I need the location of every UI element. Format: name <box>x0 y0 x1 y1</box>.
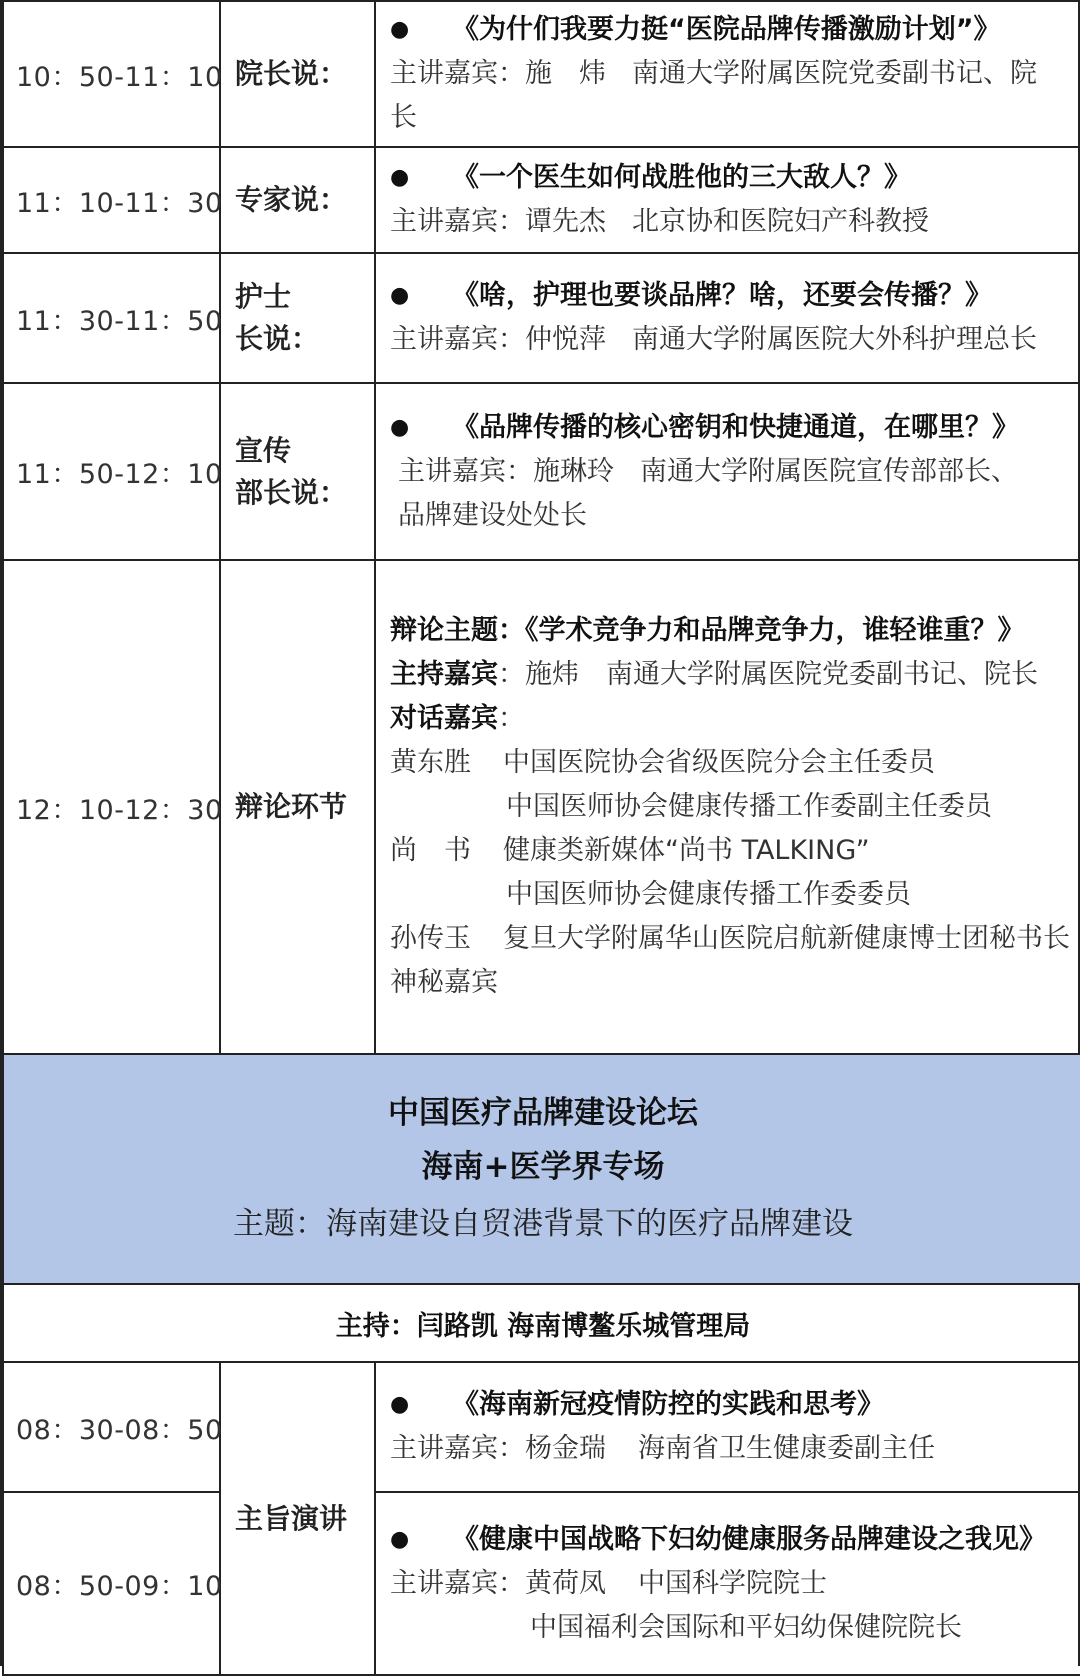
session-details <box>375 253 1080 383</box>
session-time: 11：50-12：10 <box>3 383 220 560</box>
speaker-line: 主讲嘉宾：谭先杰 北京协和医院妇产科教授 <box>390 206 929 237</box>
speaker-line-cont: 品牌建设处处长 <box>398 499 587 531</box>
speaker-line: 主讲嘉宾：仲悦萍 南通大学附属医院大外科护理总长 <box>390 324 1037 355</box>
debate-role: 辩论环节 <box>220 560 375 1054</box>
speaker-line-cont: 长 <box>390 102 417 133</box>
session-role: 专家说： <box>220 147 375 253</box>
forum-title: 中国医疗品牌建设论坛 <box>388 1095 698 1131</box>
session-time: 10：50-11：10 <box>3 1 220 147</box>
speaker-line: 主讲嘉宾：施 炜 南通大学附属医院党委副书记、院 <box>390 58 1037 89</box>
speaker-line: 主讲嘉宾：杨金瑞 海南省卫生健康委副主任 <box>390 1433 935 1464</box>
session-details <box>375 383 1080 560</box>
session-row <box>3 383 1080 560</box>
agenda-table <box>2 0 1080 1676</box>
session-role: 院长说： <box>220 1 375 147</box>
talk-title: ● 《海南新冠疫情防控的实践和思考》 <box>390 1383 1072 1427</box>
bullet-icon: ● <box>390 1526 410 1552</box>
keynote-row <box>3 1492 1080 1675</box>
session-role: 宣传 部长说： <box>220 383 375 560</box>
session-details <box>375 147 1080 253</box>
debate-panel-label: 对话嘉宾： <box>390 703 525 734</box>
session-role: 护士 长说： <box>220 253 375 383</box>
talk-title: ● 《健康中国战略下妇幼健康服务品牌建设之我见》 <box>390 1518 1072 1562</box>
session-details <box>375 1 1080 147</box>
session-time: 11：30-11：50 <box>3 253 220 383</box>
debate-details <box>375 560 1080 1054</box>
forum-subtitle: 海南+医学界专场 <box>421 1149 665 1185</box>
keynote-details <box>375 1492 1080 1675</box>
mystery-guest: 神秘嘉宾 <box>390 967 498 998</box>
forum-host: 主持：闫路凯 海南博鳌乐城管理局 <box>3 1284 1080 1362</box>
talk-title: ● 《品牌传播的核心密钥和快捷通道，在哪里？》 <box>390 406 1072 450</box>
bullet-icon: ● <box>390 165 410 190</box>
forum-banner-row <box>3 1054 1080 1284</box>
bullet-icon: ● <box>390 17 410 42</box>
panelist: 黄东胜 中国医院协会省级医院分会主任委员 <box>390 747 935 778</box>
debate-topic: 辩论主题：《学术竞争力和品牌竞争力，谁轻谁重？》 <box>390 615 1025 646</box>
panelist-desc: 中国医师协会健康传播工作委委员 <box>506 879 911 910</box>
session-row <box>3 253 1080 383</box>
debate-time: 12：10-12：30 <box>3 560 220 1054</box>
talk-title: ● 《一个医生如何战胜他的三大敌人？》 <box>390 156 1072 200</box>
speaker-line-cont: 中国福利会国际和平妇幼保健院院长 <box>530 1611 962 1643</box>
talk-title: ● 《为什们我要力挺“医院品牌传播激励计划”》 <box>390 8 1072 52</box>
speaker-line: 主讲嘉宾：黄荷凤 中国科学院院士 <box>390 1567 827 1599</box>
panelist: 尚 书 健康类新媒体“尚书 TALKING” <box>390 835 870 866</box>
bullet-icon: ● <box>390 414 410 440</box>
keynote-row <box>3 1362 1080 1492</box>
panelist-desc: 中国医师协会健康传播工作委副主任委员 <box>506 791 992 822</box>
session-time: 11：10-11：30 <box>3 147 220 253</box>
keynote-details <box>375 1362 1080 1492</box>
host-row <box>3 1284 1080 1362</box>
debate-row <box>3 560 1080 1054</box>
speaker-line: 主讲嘉宾：施琳玲 南通大学附属医院宣传部部长、 <box>398 455 1018 487</box>
bullet-icon: ● <box>390 283 410 308</box>
session-row <box>3 1 1080 147</box>
panelist: 孙传玉 复旦大学附属华山医院启航新健康博士团秘书长 <box>390 923 1070 954</box>
session-row <box>3 147 1080 253</box>
forum-theme: 主题：海南建设自贸港背景下的医疗品牌建设 <box>233 1206 853 1242</box>
keynote-time: 08：50-09：10 <box>3 1492 220 1675</box>
debate-host: 主持嘉宾：施炜 南通大学附属医院党委副书记、院长 <box>390 659 1038 690</box>
keynote-time: 08：30-08：50 <box>3 1362 220 1492</box>
keynote-role: 主旨演讲 <box>220 1362 375 1675</box>
bullet-icon: ● <box>390 1392 410 1417</box>
talk-title: ● 《啥，护理也要谈品牌？啥，还要会传播？》 <box>390 274 1072 318</box>
forum-banner <box>3 1054 1080 1284</box>
